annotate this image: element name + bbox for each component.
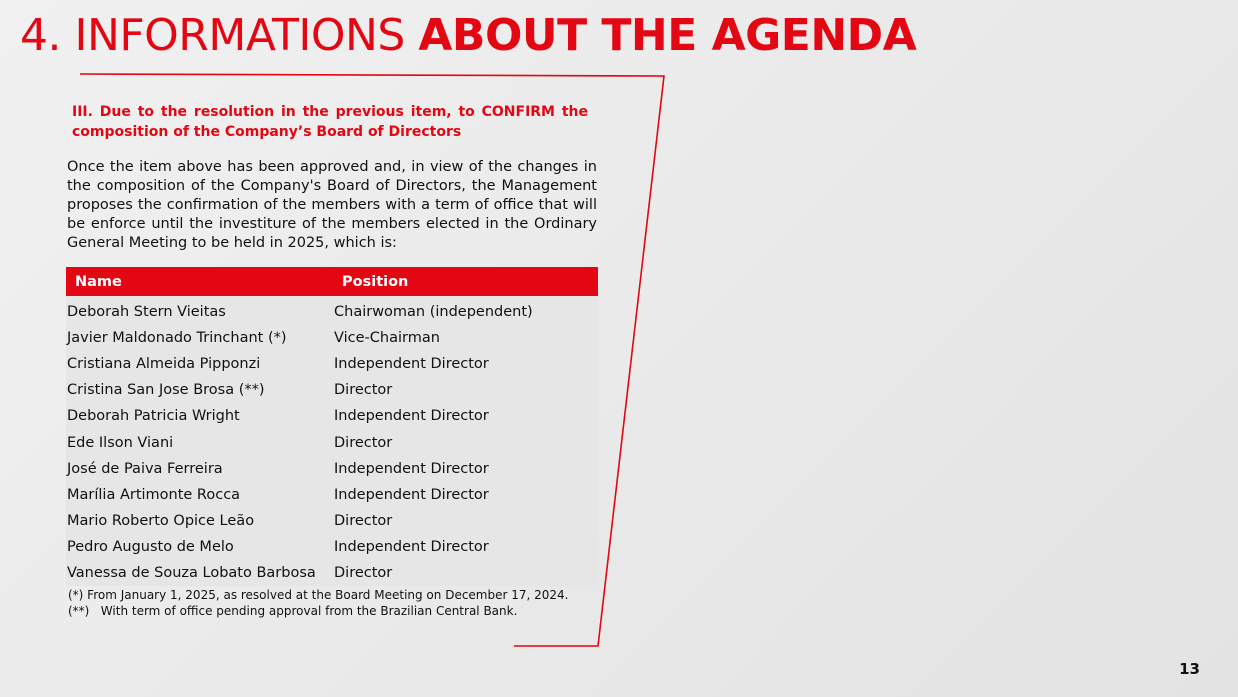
table-row bbox=[66, 403, 598, 429]
member-position: Director bbox=[334, 512, 393, 529]
title-prefix: 4. INFORMATIONS bbox=[20, 10, 405, 61]
board-members-table bbox=[66, 267, 598, 586]
member-position: Director bbox=[334, 382, 393, 399]
table-row bbox=[66, 325, 598, 351]
member-position: Independent Director bbox=[334, 356, 489, 373]
table-row bbox=[66, 351, 598, 377]
table-row bbox=[66, 429, 598, 455]
member-position: Independent Director bbox=[334, 486, 489, 503]
agenda-item-body: Once the item above has been approved and, in view of the changes in the composition of the Company's Board of Directors, the Management proposes the confirmation of the members with a term of office that will be enforce until the investiture of the members elected in the Ordinary General Meeting to be held in 2025, which is: bbox=[67, 159, 597, 251]
member-position: Director bbox=[334, 564, 393, 581]
table-row bbox=[66, 296, 598, 325]
table-row bbox=[66, 482, 598, 508]
member-name: Pedro Augusto de Melo bbox=[67, 538, 234, 555]
member-name: Deborah Stern Vieitas bbox=[67, 304, 226, 321]
table-row bbox=[66, 508, 598, 534]
column-header-position: Position bbox=[333, 267, 598, 296]
member-position: Independent Director bbox=[334, 460, 489, 477]
member-name: Deborah Patricia Wright bbox=[67, 408, 240, 425]
table-row bbox=[66, 534, 598, 560]
member-name: Ede Ilson Viani bbox=[67, 434, 174, 451]
column-header-name: Name bbox=[66, 267, 333, 296]
member-position: Vice-Chairman bbox=[334, 330, 440, 347]
member-name: Cristina San Jose Brosa (**) bbox=[67, 382, 265, 399]
table-row bbox=[66, 456, 598, 482]
footnote-double-asterisk: (**) With term of office pending approval from the Brazilian Central Bank. bbox=[68, 604, 518, 618]
page-number: 13 bbox=[1179, 660, 1200, 678]
slide-title bbox=[20, 12, 916, 60]
agenda-item-heading: III. Due to the resolution in the previous item, to CONFIRM the composition of the Company’s Board of Directors bbox=[72, 104, 588, 140]
member-position: Director bbox=[334, 434, 393, 451]
table-row bbox=[66, 560, 598, 586]
footnotes bbox=[68, 587, 588, 619]
member-name: Javier Maldonado Trinchant (*) bbox=[67, 330, 287, 347]
table-row bbox=[66, 377, 598, 403]
footnote-single-asterisk: (*) From January 1, 2025, as resolved at the Board Meeting on December 17, 2024. bbox=[68, 588, 569, 602]
member-name: Mario Roberto Opice Leão bbox=[67, 512, 255, 529]
member-position: Independent Director bbox=[334, 538, 489, 555]
member-position: Chairwoman (independent) bbox=[334, 304, 533, 321]
member-name: José de Paiva Ferreira bbox=[67, 460, 223, 477]
member-name: Marília Artimonte Rocca bbox=[67, 486, 241, 503]
table-header-row bbox=[66, 267, 598, 296]
member-name: Cristiana Almeida Pipponzi bbox=[67, 356, 261, 373]
title-emphasis: ABOUT THE AGENDA bbox=[418, 10, 917, 61]
member-position: Independent Director bbox=[334, 408, 489, 425]
member-name: Vanessa de Souza Lobato Barbosa bbox=[67, 564, 316, 581]
